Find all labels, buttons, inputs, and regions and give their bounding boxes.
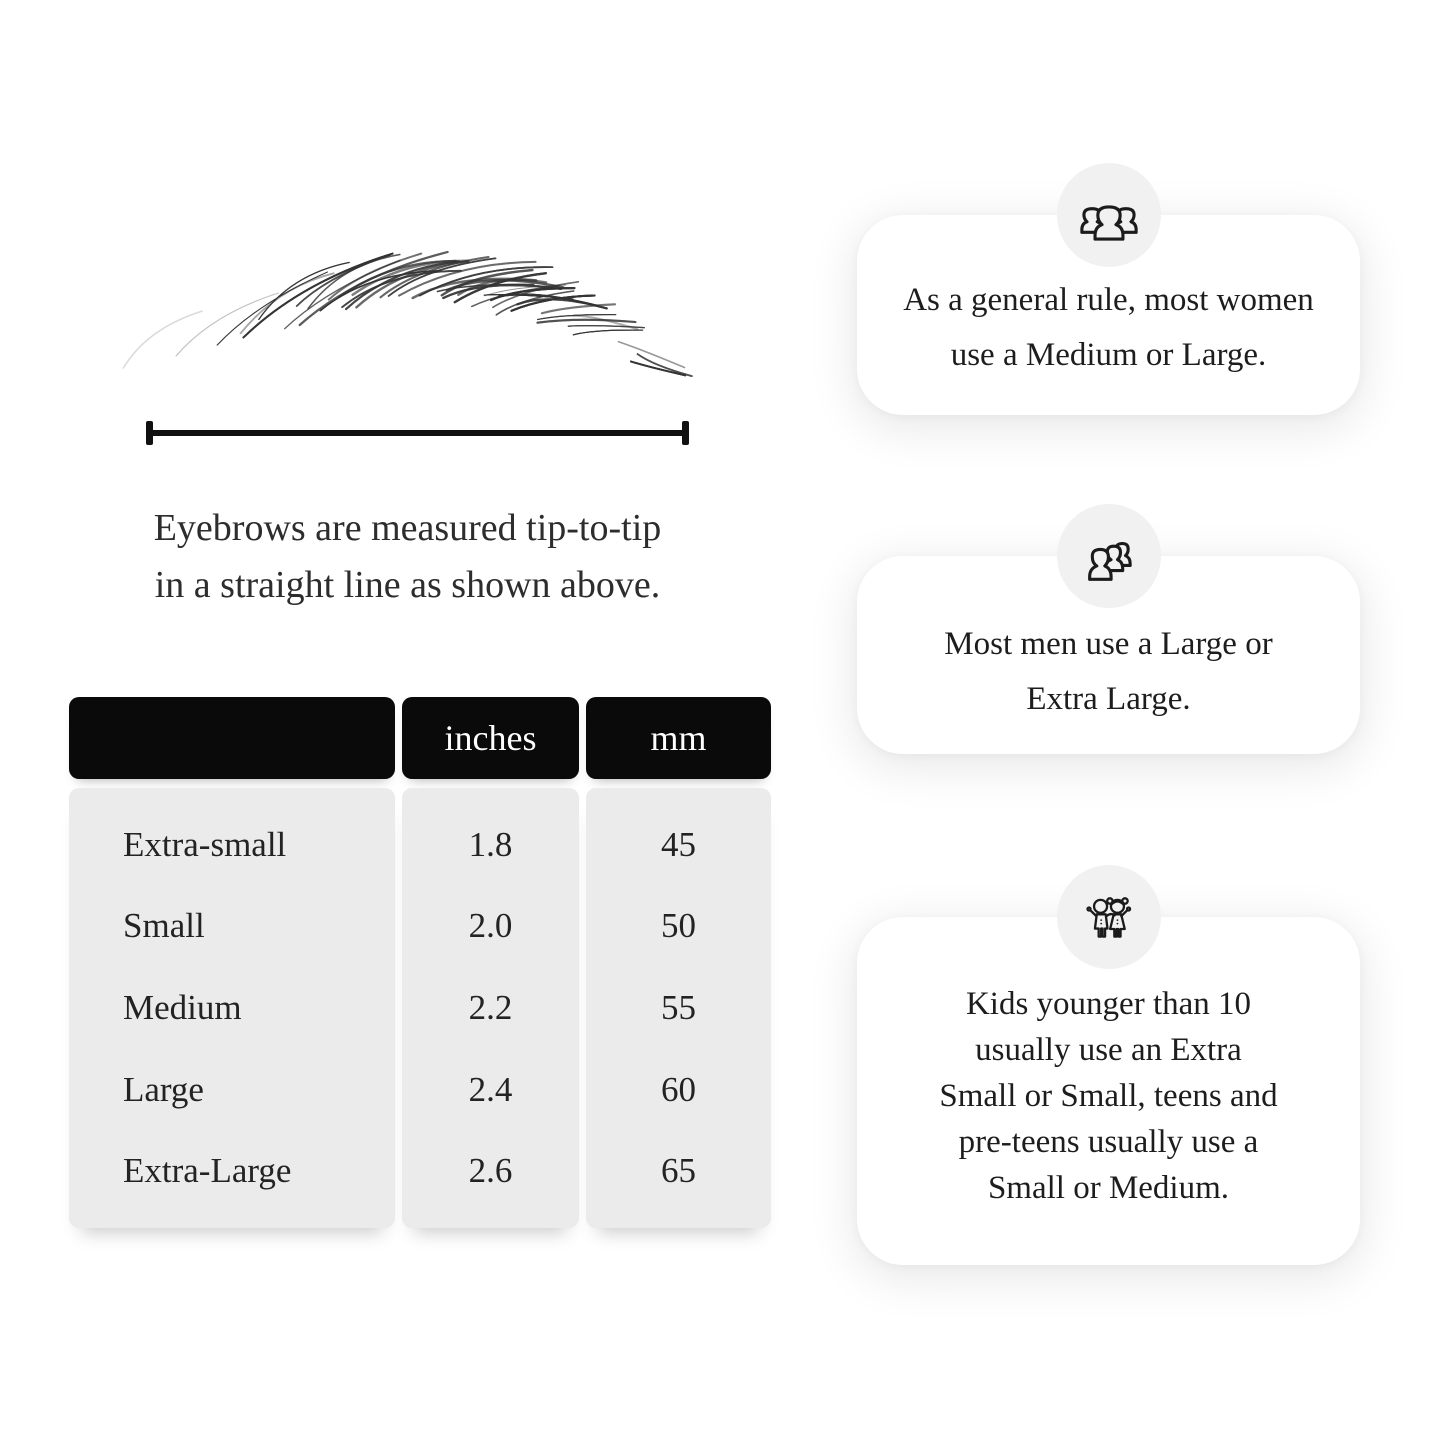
size-label: Medium	[123, 987, 242, 1027]
inches-value: 2.0	[468, 906, 513, 946]
inches-value: 2.2	[468, 987, 513, 1027]
text-line: As a general rule, most women	[903, 282, 1314, 318]
size-label: Extra-Large	[123, 1151, 292, 1191]
text-line: Small or Medium.	[987, 1170, 1230, 1206]
measure-bar	[146, 430, 689, 436]
table-body-mm	[586, 788, 771, 1228]
kids-icon	[1077, 887, 1141, 947]
size-label: Extra-small	[123, 824, 287, 864]
info-card-men-text	[944, 617, 1272, 727]
inches-value: 2.4	[468, 1069, 513, 1109]
caption-line: Eyebrows are measured tip-to-tip	[153, 507, 662, 549]
mm-value: 60	[661, 1069, 696, 1109]
text-line: Kids younger than 10	[965, 986, 1252, 1022]
table-body-inches	[402, 788, 579, 1228]
icon-circle	[1057, 163, 1161, 267]
info-card-women	[857, 215, 1360, 415]
eyebrow-illustration	[115, 242, 695, 402]
men-group-icon	[1076, 525, 1142, 587]
table-column-sizes	[69, 697, 395, 1228]
women-group-icon	[1076, 184, 1142, 246]
icon-circle	[1057, 865, 1161, 969]
mm-value: 50	[661, 906, 696, 946]
text-line: pre-teens usually use a	[958, 1124, 1259, 1160]
info-card-kids	[857, 917, 1360, 1265]
measurement-caption	[115, 500, 700, 614]
inches-value: 1.8	[468, 824, 513, 864]
mm-value: 55	[661, 987, 696, 1027]
text-line: Small or Small, teens and	[939, 1078, 1278, 1114]
table-column-mm	[586, 697, 771, 1228]
text-line: usually use an Extra	[975, 1032, 1242, 1068]
table-body-sizes	[69, 788, 395, 1228]
icon-circle	[1057, 504, 1161, 608]
table-header-mm: mm	[586, 697, 771, 779]
inches-value: 2.6	[468, 1151, 513, 1191]
mm-value: 65	[661, 1151, 696, 1191]
text-line: Most men use a Large or	[944, 626, 1273, 662]
table-header-inches: inches	[402, 697, 579, 779]
info-card-women-text	[903, 273, 1314, 383]
size-label: Large	[123, 1069, 204, 1109]
caption-line: in a straight line as shown above.	[154, 564, 661, 606]
text-line: use a Medium or Large.	[950, 337, 1267, 373]
size-label: Small	[123, 906, 205, 946]
measurement-line	[146, 421, 689, 445]
info-card-kids-text	[939, 981, 1277, 1211]
measure-tick-right	[682, 421, 689, 445]
text-line: Extra Large.	[1026, 681, 1191, 717]
table-header-blank	[69, 697, 395, 779]
table-column-inches	[402, 697, 579, 1228]
info-card-men	[857, 556, 1360, 754]
mm-value: 45	[661, 824, 696, 864]
